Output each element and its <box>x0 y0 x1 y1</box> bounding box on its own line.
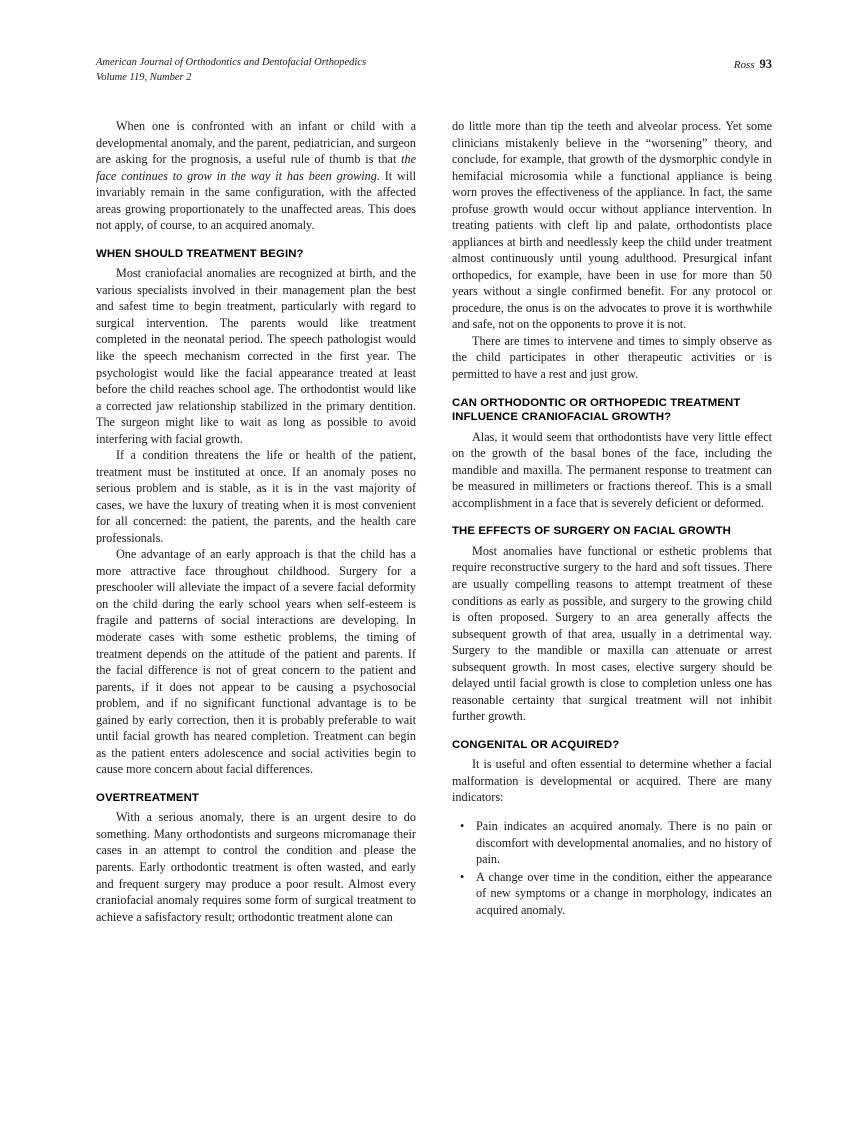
page-number: 93 <box>759 57 772 71</box>
paragraph: There are times to intervene and times to simply observe as the child participates in other therapeutic activities or is permitted to have a rest and just grow. <box>452 333 772 381</box>
paragraph <box>96 118 416 234</box>
bullet-icon: • <box>460 869 465 884</box>
section-heading-the-effects-of-surgery-on-facial-growth: THE EFFECTS OF SURGERY ON FACIAL GROWTH <box>452 525 731 538</box>
paragraph-text-part: When one is confronted with an infant or child with a developmental anomaly, and the parent, pediatrician, and surgeon are asking for the prognosis, a useful rule of thumb is that <box>96 119 416 167</box>
paragraph: Most anomalies have functional or esthetic problems that require reconstructive surgery to the hard and soft tissues. There are usually compelling reasons to attempt treatment of these conditions as early as possible, and surgery to the growing child is often proposed. Surgery to an area generally affects the subsequent growth of that area, usually in a detrimental way. Surgery to the mandible or maxilla can attenuate or arrest subsequent growth. In most cases, elective surgery should be delayed until facial growth is close to completion unless one has reasonable certainty that surgical treatment will not inhibit further growth. <box>452 543 772 724</box>
paragraph: One advantage of an early approach is that the child has a more attractive face throughout childhood. Surgery for a preschooler will alleviate the impact of a severe facial deformity on the child during the early school years when self-esteem is fragile and patterns of social interactions are developing. In moderate cases with some esthetic problems, the timing of treatment depends on the attitude of the patient and parents. If the facial difference is not of great concern to the patient and parents, if it does not appear to be causing a psychosocial problem, and if no significant functional advantage is to be gained by early correction, then it is probably preferable to wait until facial growth has neared completion. Treatment can begin as the patient enters adolescence and social activities begin to cause more concern about facial differences. <box>96 547 416 777</box>
paragraph: Most craniofacial anomalies are recognized at birth, and the various specialists involved in their management plan the best and safest time to begin treatment, particularly with regard to surgical intervention. The parents would like treatment completed in the neonatal period. The speech pathologist would like the speech mechanism corrected in the first year. The psychologist would like the facial appearance treated at least before the child reaches school age. The orthodontist would like a corrected jaw relationship stabilized in the primary dentition. The surgeon might like to wait as long as possible to avoid interfering with facial growth. <box>96 266 416 446</box>
section-heading-can-orthodontic-or-orthopedic-treatment <box>452 396 772 425</box>
paragraph: If a condition threatens the life or health of the patient, treatment must be instituted at once. If an anomaly poses no serious problem and is stable, as it is in the vast majority of cases, we have the luxury of treating when it is most convenient for all concerned: the patient, the parents, and the health care professionals. <box>96 448 416 545</box>
right-column <box>452 118 772 925</box>
list-item <box>452 818 772 868</box>
journal-volume-issue: Volume 119, Number 2 <box>96 72 192 84</box>
heading-line-2: INFLUENCE CRANIOFACIAL GROWTH? <box>452 411 672 424</box>
paragraph: do little more than tip the teeth and alveolar process. Yet some clinicians mistakenly believe in the “worsening” theory, and conclude, for example, that growth of the dysmorphic condyle in hemifacial microsomia while a functional appliance is being worn proves the effectiveness of the appliance. In fact, the same profuse growth would occur without appliance intervention. In treating patients with cleft lip and palate, orthodontists place appliances at birth and needlessly keep the child under treatment almost continuously until young adulthood. Presurgical infant orthopedics, for example, have been in use for more than 50 years without a single confirmed benefit. For any protocol or procedure, the onus is on the advocates to prove it is worthwhile and safe, not on the opponents to prove it is not. <box>452 119 772 332</box>
running-head-journal <box>96 55 366 85</box>
running-head-author-page <box>734 55 772 74</box>
heading-line-1: CAN ORTHODONTIC OR ORTHOPEDIC TREATMENT <box>452 396 741 409</box>
paragraph-text-part: . It will invariably remain in the same configuration, with the affected areas growing proportionately to the unaffected areas. This does not apply, of course, to an acquired anomaly. <box>96 168 417 233</box>
list-item-text: Pain indicates an acquired anomaly. There is no pain or discomfort with developmental anomalies, and no history of pain. <box>476 818 772 867</box>
left-column <box>96 118 416 925</box>
list-item <box>452 869 772 919</box>
section-heading-overtreatment: OVERTREATMENT <box>96 791 199 804</box>
author-name: Ross <box>733 59 755 71</box>
list-item-text: A change over time in the condition, either the appearance of new symptoms or a change in morphology, indicates an acquired anomaly. <box>476 869 772 917</box>
paragraph: Alas, it would seem that orthodontists have very little effect on the growth of the basal bones of the face, including the mandible and maxilla. The permanent response to treatment can be measured in millimeters or fractions thereof. This is a small accomplishment in a face that is severely deficient or deformed. <box>452 429 772 510</box>
running-head <box>96 55 772 85</box>
emphasized-phrase: the face continues to grow in the way it has been growing <box>96 152 416 183</box>
paragraph: It is useful and often essential to determine whether a facial malformation is developmental or acquired. There are many indicators: <box>452 757 772 805</box>
paragraph: With a serious anomaly, there is an urgent desire to do something. Many orthodontists and surgeons micromanage their cases in an attempt to control the condition and please the parents. Early orthodontic treatment is often wasted, and early and frequent surgery may produce a poor result. Almost every craniofacial anomaly requires some form of surgical treatment to achieve a safisfactory result; orthodontic treatment alone can <box>96 810 416 924</box>
section-heading-congenital-or-acquired: CONGENITAL OR ACQUIRED? <box>452 738 620 751</box>
bullet-icon: • <box>460 818 465 833</box>
article-body <box>96 118 772 925</box>
section-heading-when-should-treatment-begin: WHEN SHOULD TREATMENT BEGIN? <box>96 247 304 260</box>
journal-title: American Journal of Orthodontics and Dentofacial Orthopedics <box>96 57 367 68</box>
indicator-list <box>452 818 772 918</box>
